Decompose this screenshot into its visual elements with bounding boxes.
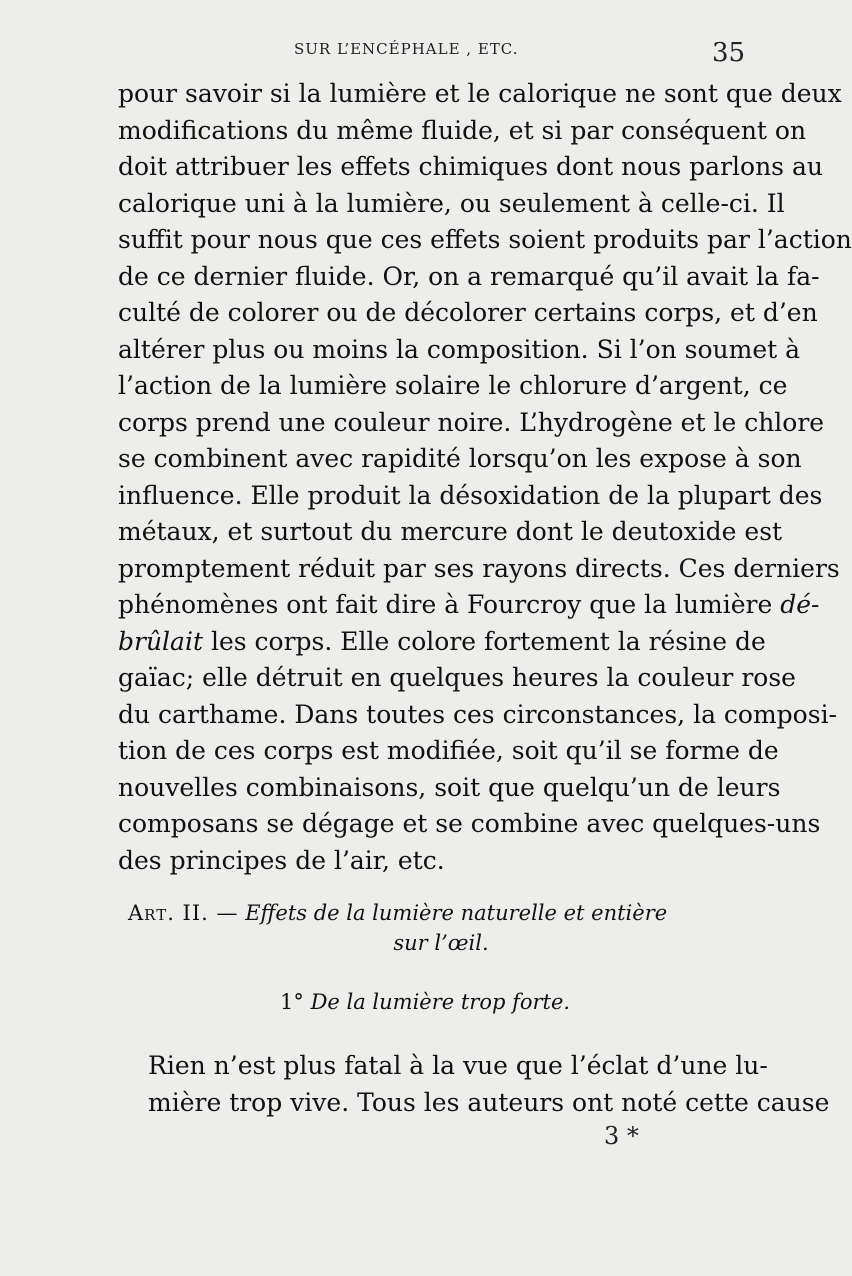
article-title: Effets de la lumière naturelle et entière [245,901,668,925]
article-title-continued: sur l’œil. [393,931,489,955]
page-number: 35 [712,38,746,68]
text-line: influence. Elle produit la désoxidation de la plupart des [118,480,823,510]
text-line: nouvelles combinaisons, soit que quelqu’un de leurs [118,772,781,802]
text-line: composans se dégage et se combine avec quelques-uns [118,809,821,838]
text-line: corps prend une couleur noire. L’hydrogène et le chlore [118,407,825,437]
text-line: calorique uni à la lumière, ou seulement à celle-ci. Il [118,188,785,218]
text-line: tion de ces corps est modifiée, soit qu’il se forme de [118,736,779,765]
text-line: promptement réduit par ses rayons directs. Ces derniers [118,553,840,583]
italic-word: dé- [780,590,820,619]
subsection-title: De la lumière trop forte. [310,990,571,1014]
text-line: culté de colorer ou de décolorer certains corps, et d’en [118,298,818,327]
text-line: pour savoir si la lumière et le calorique ne sont que deux [118,79,842,108]
text-line: modifications du même fluide, et si par conséquent on [118,115,807,145]
text-line: mière trop vive. Tous les auteurs ont noté cette cause [148,1087,830,1117]
text-segment: phénomènes ont fait dire à Fourcroy que la lumière [118,590,773,619]
article-heading [128,898,754,958]
text-line-with-italic [118,624,766,661]
signature-mark: 3 * [604,1122,639,1150]
text-line: se combinent avec rapidité lorsqu’on les expose à son [118,444,802,473]
text-line: Rien n’est plus fatal à la vue que l’éclat d’une lu- [148,1051,768,1080]
text-segment: les corps. Elle colore fortement la résine de [210,626,766,656]
text-line: du carthame. Dans toutes ces circonstances, la composi- [118,699,838,729]
subsection-number: 1° [280,990,304,1014]
running-head: SUR L’ENCÉPHALE , ETC. [294,40,519,58]
text-line: de ce dernier fluide. Or, on a remarqué qu’il avait la fa- [118,261,820,291]
paragraph-2 [148,1048,830,1121]
article-label: Art. II. — [128,901,239,925]
text-line: altérer plus ou moins la composition. Si l’on soumet à [118,334,801,364]
article-heading-line [128,898,754,928]
paragraph-1 [118,76,852,879]
text-line: suffit pour nous que ces effets soient produits par l’action [118,225,852,254]
text-line: des principes de l’air, etc. [118,845,445,875]
text-line: doit attribuer les effets chimiques dont nous parlons au [118,152,823,181]
italic-word: brûlait [118,626,203,656]
text-line: métaux, et surtout du mercure dont le deutoxide est [118,517,783,546]
text-line: l’action de la lumière solaire le chlorure d’argent, ce [118,371,788,400]
text-line-with-italic [118,587,820,624]
text-line: gaïac; elle détruit en quelques heures la couleur rose [118,663,796,692]
subsection-heading [280,990,570,1014]
